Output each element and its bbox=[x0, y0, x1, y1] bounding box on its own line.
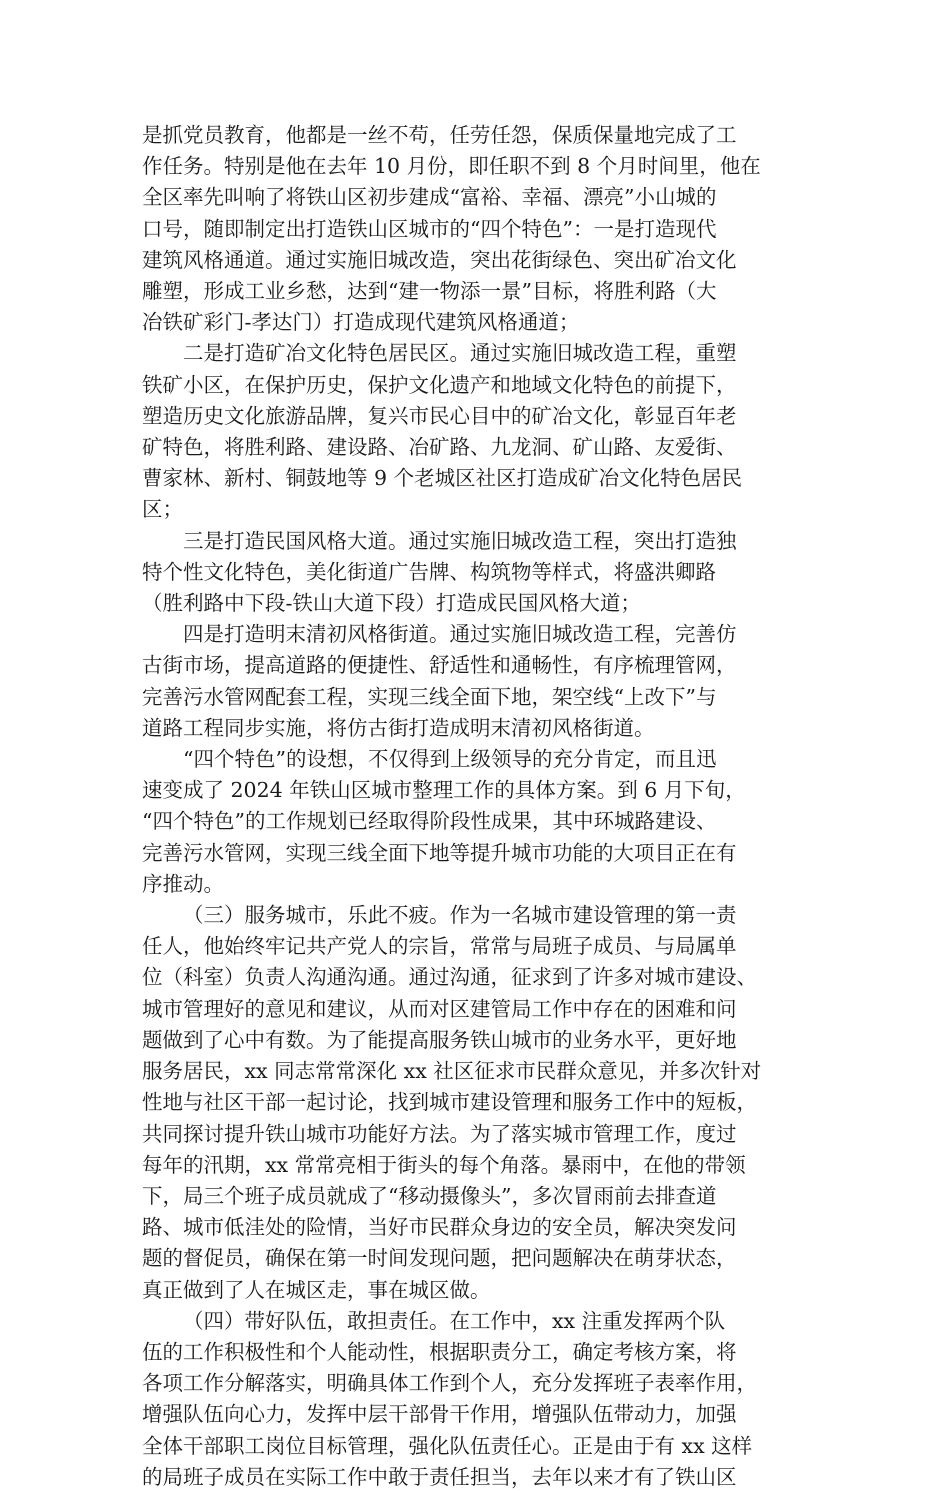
paragraph-3: 三是打造民国风格大道。通过实施旧城改造工程，突出打造独 特个性文化特色，美化街道广告牌、构筑物等样式，将盛洪卿路 （胜利路中下段-铁山大道下段）打造成民国风格大道； bbox=[142, 528, 737, 616]
document-body bbox=[142, 120, 808, 1493]
paragraph-5: “四个特色”的设想，不仅得到上级领导的充分肯定，而且迅 速变成了 2024 年铁山区城市整理工作的具体方案。到 6 月下旬， “四个特色”的工作规划已经取得阶段性成果，其中环城路建设、 完善污水管网，实现三线全面下地等提升城市功能的大项目正在有 序推动。 bbox=[142, 747, 746, 896]
paragraph-1: 是抓党员教育，他都是一丝不苟，任劳任怨，保质保量地完成了工 作任务。特别是他在去年 10 月份，即任职不到 8 个月时间里，他在 全区率先叫响了将铁山区初步建成“富裕、幸福、漂亮”小山城的 口号，随即制定出打造铁山区城市的“四个特色”：一是打造现代 建筑风格通道。通过实施旧城改造，突出花街绿色、突出矿冶文化 雕塑，形成工业乡愁，达到“建一物添一景”目标，将胜利路（大 冶铁矿彩门-孝达门）打造成现代建筑风格通道； bbox=[142, 123, 761, 335]
paragraph-2: 二是打造矿冶文化特色居民区。通过实施旧城改造工程，重塑 铁矿小区，在保护历史，保护文化遗产和地域文化特色的前提下， 塑造历史文化旅游品牌，复兴市民心目中的矿冶文化，彰显百年老 矿特色，将胜利路、建设路、冶矿路、九龙洞、矿山路、友爱街、 曹家林、新村、铜鼓地等 9 个老城区社区打造成矿冶文化特色居民 区； bbox=[142, 341, 743, 522]
paragraph-6: （三）服务城市，乐此不疲。作为一名城市建设管理的第一责 任人，他始终牢记共产党人的宗旨，常常与局班子成员、与局属单 位（科室）负责人沟通沟通。通过沟通，征求到了许多对城市建设、 城市管理好的意见和建议，从而对区建管局工作中存在的困难和问 题做到了心中有数。为了能提高服务铁山城市的业务水平，更好地 服务居民，xx 同志常常深化 xx 社区征求市民群众意见，并多次针对 性地与社区干部一起讨论，找到城市建设管理和服务工作中的短板， 共同探讨提升铁山城市功能好方法。为了落实城市管理工作，度过 每年的汛期，xx 常常亮相于街头的每个角落。暴雨中，在他的带领 下，局三个班子成员就成了“移动摄像头”，多次冒雨前去排查道 路、城市低洼处的险情，当好市民群众身边的安全员，解决突发问 题的督促员，确保在第一时间发现问题，把问题解决在萌芽状态， 真正做到了人在城区走，事在城区做。 bbox=[142, 903, 762, 1302]
paragraph-4: 四是打造明末清初风格街道。通过实施旧城改造工程，完善仿 古街市场，提高道路的便捷性、舒适性和通畅性，有序梳理管网， 完善污水管网配套工程，实现三线全面下地，架空线“上改下”与 道路工程同步实施，将仿古街打造成明末清初风格街道。 bbox=[142, 622, 737, 740]
paragraph-7: （四）带好队伍，敢担责任。在工作中，xx 注重发挥两个队 伍的工作积极性和个人能动性，根据职责分工，确定考核方案，将 各项工作分解落实，明确具体工作到个人，充分发挥班子表率作用， 增强队伍向心力，发挥中层干部骨干作用，增强队伍带动力，加强 全体干部职工岗位目标管理，强化队伍责任心。正是由于有 xx 这样 的局班子成员在实际工作中敢于责任担当，去年以来才有了铁山区 bbox=[142, 1308, 757, 1489]
